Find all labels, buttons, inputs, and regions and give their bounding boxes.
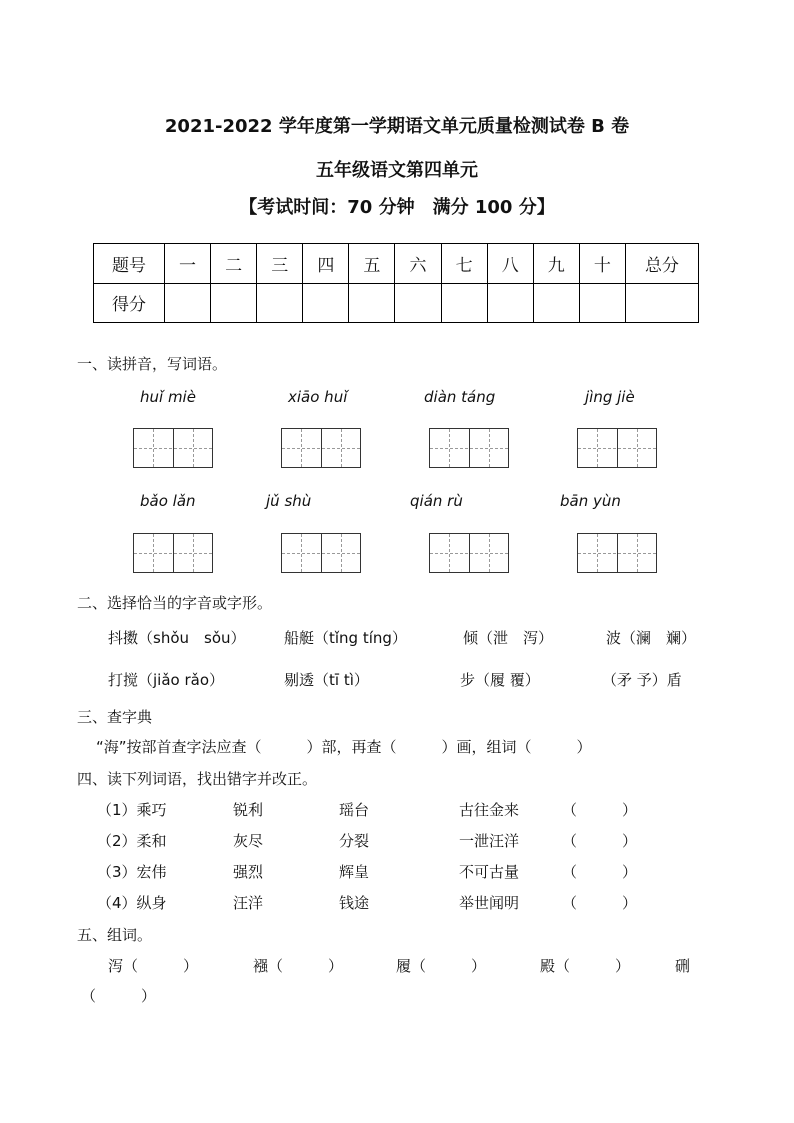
score-table-score-row	[94, 283, 699, 323]
score-col-5: 五	[349, 244, 395, 284]
score-cell[interactable]	[211, 283, 257, 323]
score-table	[93, 243, 699, 323]
pinyin-4: jìng jiè	[585, 388, 635, 406]
word-item: 一泄汪洋	[459, 832, 520, 850]
word-item: 强烈	[233, 863, 264, 881]
word-item: 不可古量	[459, 863, 520, 881]
score-col-3: 三	[257, 244, 303, 284]
choice-item: 波（澜 斓）	[606, 629, 697, 647]
word-item: 钱途	[339, 894, 370, 912]
writing-grid-8[interactable]	[577, 533, 657, 573]
score-cell[interactable]	[441, 283, 487, 323]
answer-blank[interactable]: （ ）	[562, 894, 638, 912]
score-header-label: 题号	[94, 244, 165, 284]
score-col-4: 四	[303, 244, 349, 284]
score-total-label: 总分	[626, 244, 699, 284]
exam-subtitle: 五年级语文第四单元	[316, 160, 478, 181]
word-building-item[interactable]: 泻（ ）	[108, 957, 199, 975]
word-item: （4）纵身	[97, 894, 167, 912]
score-table-header-row	[94, 244, 699, 284]
score-cell[interactable]	[487, 283, 533, 323]
choice-item: 倾（泄 泻）	[463, 629, 554, 647]
score-cell[interactable]	[579, 283, 625, 323]
score-cell[interactable]	[533, 283, 579, 323]
writing-grid-1[interactable]	[133, 428, 213, 468]
score-cell[interactable]	[303, 283, 349, 323]
word-item: 灰尽	[233, 832, 264, 850]
writing-grid-6[interactable]	[281, 533, 361, 573]
answer-blank[interactable]: （ ）	[562, 832, 638, 850]
word-building-blank[interactable]: （ ）	[81, 987, 157, 1005]
score-cell[interactable]	[349, 283, 395, 323]
score-cell-total[interactable]	[626, 283, 699, 323]
word-item: 瑶台	[339, 801, 370, 819]
score-col-6: 六	[395, 244, 441, 284]
score-col-9: 九	[533, 244, 579, 284]
word-item: （2）柔和	[97, 832, 167, 850]
section-5-title: 五、组词。	[77, 926, 153, 944]
word-building-item[interactable]: 硎	[675, 957, 691, 975]
choice-item: 剔透（tī tì）	[284, 671, 369, 689]
score-cell[interactable]	[257, 283, 303, 323]
word-item: （3）宏伟	[97, 863, 167, 881]
choice-item: 抖擞（shǒu sǒu）	[108, 629, 246, 647]
pinyin-3: diàn táng	[424, 388, 496, 406]
word-item: 锐利	[233, 801, 264, 819]
section-1-title: 一、读拼音，写词语。	[77, 355, 228, 373]
word-item: 分裂	[339, 832, 370, 850]
section-3-title: 三、查字典	[77, 708, 153, 726]
score-col-10: 十	[579, 244, 625, 284]
choice-item: 打搅（jiǎo rǎo）	[108, 671, 225, 689]
writing-grid-5[interactable]	[133, 533, 213, 573]
pinyin-5: bǎo lǎn	[140, 492, 196, 510]
writing-grid-7[interactable]	[429, 533, 509, 573]
score-col-8: 八	[487, 244, 533, 284]
pinyin-6: jǔ shù	[266, 492, 312, 510]
score-cell[interactable]	[395, 283, 441, 323]
word-item: 古往金来	[459, 801, 520, 819]
exam-info: 【考试时间：70 分钟 满分 100 分】	[239, 197, 555, 218]
writing-grid-2[interactable]	[281, 428, 361, 468]
score-col-2: 二	[211, 244, 257, 284]
word-building-item[interactable]: 襁（ ）	[253, 957, 344, 975]
word-item: （1）乘巧	[97, 801, 167, 819]
word-building-item[interactable]: 履（ ）	[396, 957, 487, 975]
answer-blank[interactable]: （ ）	[562, 801, 638, 819]
score-col-7: 七	[441, 244, 487, 284]
choice-item: 步（履 覆）	[460, 671, 540, 689]
score-col-1: 一	[165, 244, 211, 284]
pinyin-1: huǐ miè	[140, 388, 196, 406]
section-4-title: 四、读下列词语，找出错字并改正。	[77, 770, 318, 788]
word-item: 举世闻明	[459, 894, 520, 912]
score-row-label: 得分	[94, 283, 165, 323]
answer-blank[interactable]: （ ）	[562, 863, 638, 881]
exam-title: 2021-2022 学年度第一学期语文单元质量检测试卷 B 卷	[164, 116, 630, 137]
choice-item: 船艇（tǐng tíng）	[284, 629, 407, 647]
pinyin-7: qián rù	[410, 492, 463, 510]
writing-grid-3[interactable]	[429, 428, 509, 468]
word-building-item[interactable]: 殿（ ）	[540, 957, 631, 975]
score-cell[interactable]	[165, 283, 211, 323]
section-2-title: 二、选择恰当的字音或字形。	[77, 594, 273, 612]
pinyin-2: xiāo huǐ	[288, 388, 348, 406]
dictionary-question: “海”按部首查字法应查（ ）部，再查（ ）画，组词（ ）	[96, 738, 592, 756]
pinyin-8: bān yùn	[560, 492, 621, 510]
writing-grid-4[interactable]	[577, 428, 657, 468]
word-item: 辉皇	[339, 863, 370, 881]
choice-item: （矛 予）盾	[602, 671, 682, 689]
word-item: 汪洋	[233, 894, 264, 912]
